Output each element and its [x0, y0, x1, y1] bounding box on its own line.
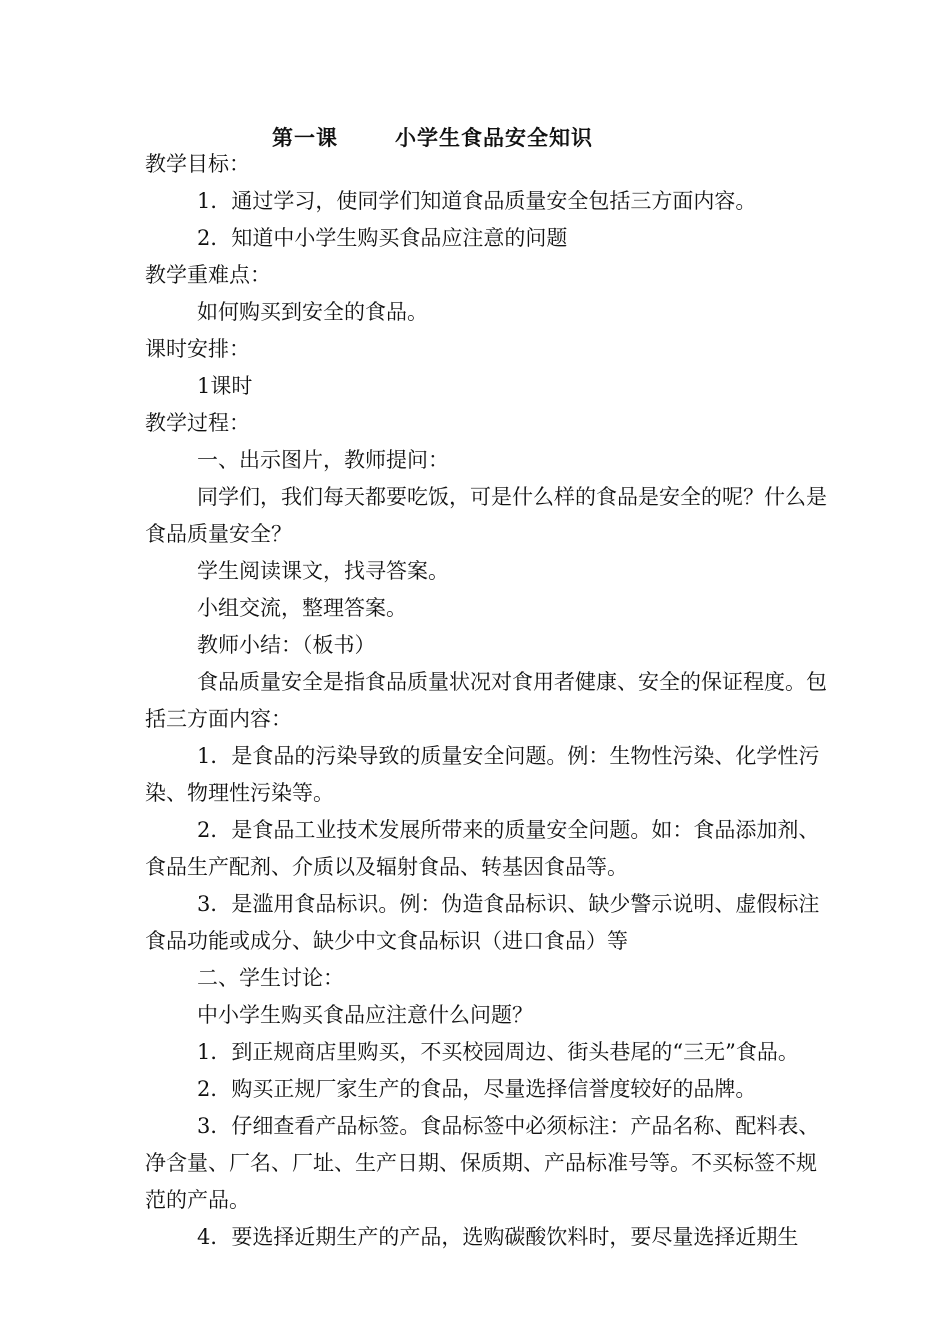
paragraph: 同学们，我们每天都要吃饭，可是什么样的食品是安全的呢？什么是食品质量安全？ — [145, 485, 827, 546]
document-body — [145, 146, 835, 1256]
paragraph: 食品质量安全是指食品质量状况对食用者健康、安全的保证程度。包括三方面内容： — [145, 670, 827, 731]
paragraph: 1课时 — [197, 374, 253, 398]
paragraph: 2．是食品工业技术发展所带来的质量安全问题。如：食品添加剂、食品生产配剂、介质以及辐射食品、转基因食品等。 — [145, 818, 820, 879]
paragraph: 1．到正规商店里购买，不买校园周边、街头巷尾的“三无”食品。 — [197, 1040, 799, 1064]
paragraph: 3．是滥用食品标识。例：伪造食品标识、缺少警示说明、虚假标注食品功能或成分、缺少中文食品标识（进口食品）等 — [145, 892, 820, 953]
section-heading: 教学过程： — [145, 411, 250, 435]
paragraph: 小组交流，整理答案。 — [197, 596, 407, 620]
paragraph: 二、学生讨论： — [197, 966, 344, 990]
paragraph: 1．是食品的污染导致的质量安全问题。例：生物性污染、化学性污染、物理性污染等。 — [145, 744, 820, 805]
section-heading: 教学目标： — [145, 152, 250, 176]
paragraph: 教师小结：（板书） — [197, 633, 376, 657]
lesson-number: 第一课 — [272, 125, 338, 150]
paragraph: 2．知道中小学生购买食品应注意的问题 — [197, 226, 568, 250]
section-heading: 课时安排： — [145, 337, 250, 361]
paragraph: 一、出示图片，教师提问： — [197, 448, 449, 472]
paragraph: 学生阅读课文，找寻答案。 — [197, 559, 449, 583]
lesson-topic: 小学生食品安全知识 — [395, 125, 593, 150]
paragraph: 1．通过学习，使同学们知道食品质量安全包括三方面内容。 — [197, 189, 757, 213]
paragraph: 中小学生购买食品应注意什么问题？ — [197, 1003, 533, 1027]
paragraph: 2．购买正规厂家生产的食品，尽量选择信誉度较好的品牌。 — [197, 1077, 757, 1101]
paragraph: 4．要选择近期生产的产品，选购碳酸饮料时，要尽量选择近期生 — [197, 1225, 799, 1249]
paragraph: 3．仔细查看产品标签。食品标签中必须标注：产品名称、配料表、净含量、厂名、厂址、生产日期、保质期、产品标准号等。不买标签不规范的产品。 — [145, 1114, 820, 1212]
paragraph: 如何购买到安全的食品。 — [197, 300, 428, 324]
section-heading: 教学重难点： — [145, 263, 271, 287]
